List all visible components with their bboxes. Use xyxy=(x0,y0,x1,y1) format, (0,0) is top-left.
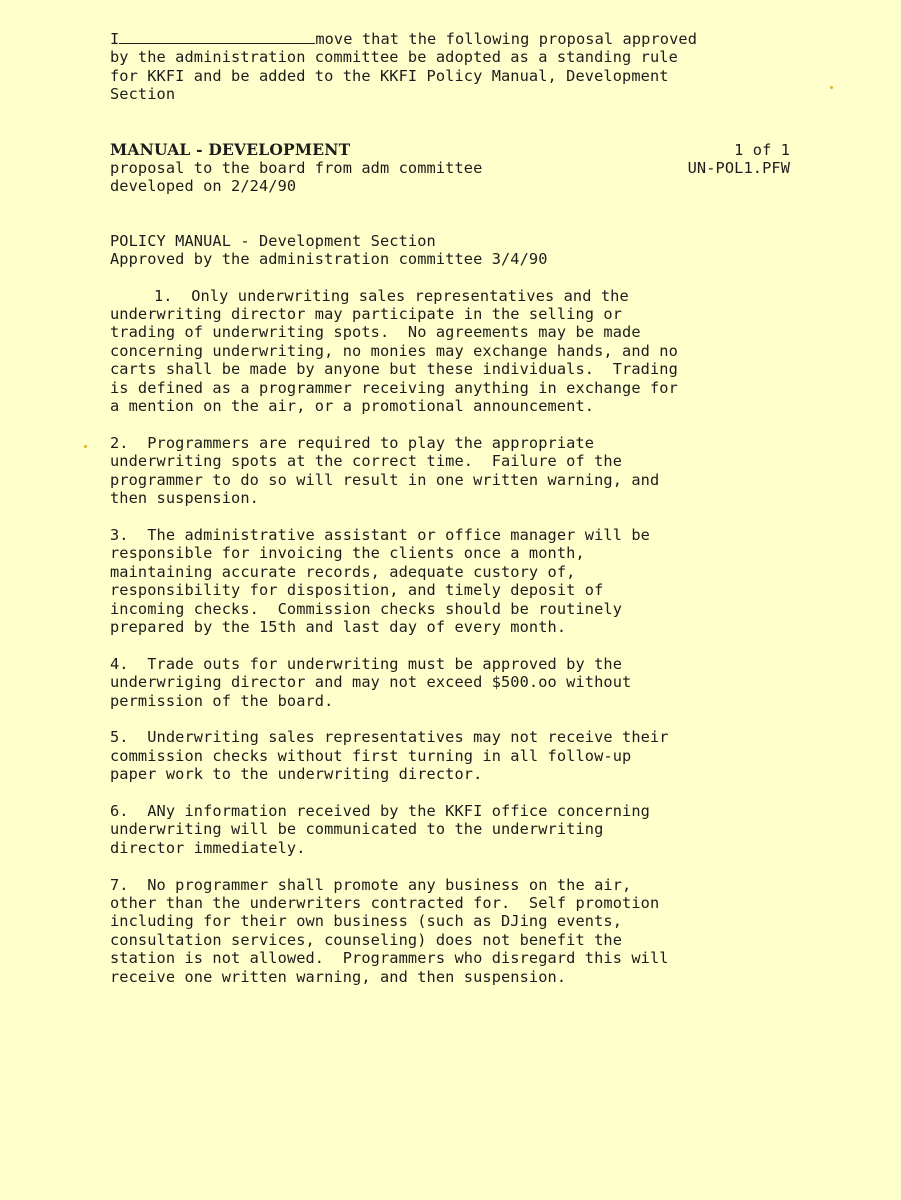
policy-line: a mention on the air, or a promotional announcement. xyxy=(110,397,595,416)
approval-line: Approved by the administration committee 3/4/90 xyxy=(110,250,548,269)
policy-line: underwriting will be communicated to the underwriting xyxy=(110,820,604,839)
spacer xyxy=(110,508,790,526)
policy-item xyxy=(110,802,790,857)
spacer xyxy=(110,269,790,287)
spacer xyxy=(110,196,790,232)
policy-line: incoming checks. Commission checks should be routinely xyxy=(110,599,623,618)
policy-item xyxy=(110,655,790,710)
file-code: UN-POL1.PFW xyxy=(687,159,790,178)
policy-item xyxy=(110,287,790,416)
motion-line xyxy=(110,30,790,48)
policy-line: other than the underwriters contracted for. Self promotion xyxy=(110,893,660,912)
policy-item xyxy=(110,434,790,508)
motion-text: move that the following proposal approved xyxy=(315,30,698,48)
policy-line: station is not allowed. Programmers who disregard this will xyxy=(110,949,669,968)
policy-line: then suspension. xyxy=(110,489,259,508)
policy-line: underwriting director may participate in the selling or xyxy=(110,305,623,324)
document-header xyxy=(110,141,790,196)
policy-line: responsibility for disposition, and timely deposit of xyxy=(110,581,604,600)
motion-line: by the administration committee be adopted as a standing rule xyxy=(110,48,678,67)
policy-line: is defined as a programmer receiving anything in exchange for xyxy=(110,378,678,397)
policy-line: responsible for invoicing the clients once a month, xyxy=(110,544,585,563)
policy-line: 3. The administrative assistant or office manager will be xyxy=(110,525,650,544)
proposal-subtitle: proposal to the board from adm committee xyxy=(110,159,483,178)
paper-speck xyxy=(84,445,87,448)
motion-line: Section xyxy=(110,85,176,104)
policy-line: prepared by the 15th and last day of every month. xyxy=(110,617,567,636)
motion-line: for KKFI and be added to the KKFI Policy Manual, Development xyxy=(110,66,669,85)
header-row xyxy=(110,159,790,177)
page-count: 1 of 1 xyxy=(734,140,790,159)
spacer xyxy=(110,104,790,141)
policy-items xyxy=(110,287,790,986)
spacer xyxy=(110,416,790,434)
policy-item xyxy=(110,526,790,636)
policy-line: 6. ANy information received by the KKFI office concerning xyxy=(110,801,650,820)
spacer xyxy=(110,710,790,728)
policy-item xyxy=(110,728,790,783)
motion-prefix: I xyxy=(110,30,120,48)
policy-line: carts shall be made by anyone but these individuals. Trading xyxy=(110,360,678,379)
policy-line: 7. No programmer shall promote any business on the air, xyxy=(110,875,632,894)
policy-line: director immediately. xyxy=(110,838,306,857)
motion-paragraph xyxy=(110,30,790,104)
section-title: POLICY MANUAL - Development Section xyxy=(110,231,436,250)
developed-date: developed on 2/24/90 xyxy=(110,177,297,196)
policy-line: permission of the board. xyxy=(110,691,334,710)
section-heading xyxy=(110,232,790,269)
document-page xyxy=(110,30,790,986)
policy-line: concerning underwriting, no monies may exchange hands, and no xyxy=(110,341,678,360)
policy-line: underwriting spots at the correct time. Failure of the xyxy=(110,452,623,471)
policy-line: receive one written warning, and then suspension. xyxy=(110,967,567,986)
spacer xyxy=(110,784,790,802)
policy-item xyxy=(110,876,790,986)
policy-line: consultation services, counseling) does not benefit the xyxy=(110,930,623,949)
spacer xyxy=(110,636,790,654)
policy-line: 4. Trade outs for underwriting must be approved by the xyxy=(110,654,623,673)
policy-line: underwriging director and may not exceed $500.oo without xyxy=(110,673,632,692)
paper-speck xyxy=(830,86,833,89)
header-row xyxy=(110,141,790,159)
signature-blank xyxy=(119,30,315,44)
policy-line: including for their own business (such as DJing events, xyxy=(110,912,623,931)
manual-title: MANUAL - DEVELOPMENT xyxy=(110,139,351,159)
spacer xyxy=(110,857,790,875)
policy-line: commission checks without first turning in all follow-up xyxy=(110,746,632,765)
policy-line: 5. Underwriting sales representatives may not receive their xyxy=(110,728,669,747)
policy-line: maintaining accurate records, adequate custory of, xyxy=(110,562,576,581)
policy-line: programmer to do so will result in one written warning, and xyxy=(110,470,660,489)
policy-line: 1. Only underwriting sales representatives and the xyxy=(154,286,629,305)
policy-line: 2. Programmers are required to play the appropriate xyxy=(110,433,595,452)
policy-line: paper work to the underwriting director. xyxy=(110,765,483,784)
policy-line: trading of underwriting spots. No agreements may be made xyxy=(110,323,641,342)
